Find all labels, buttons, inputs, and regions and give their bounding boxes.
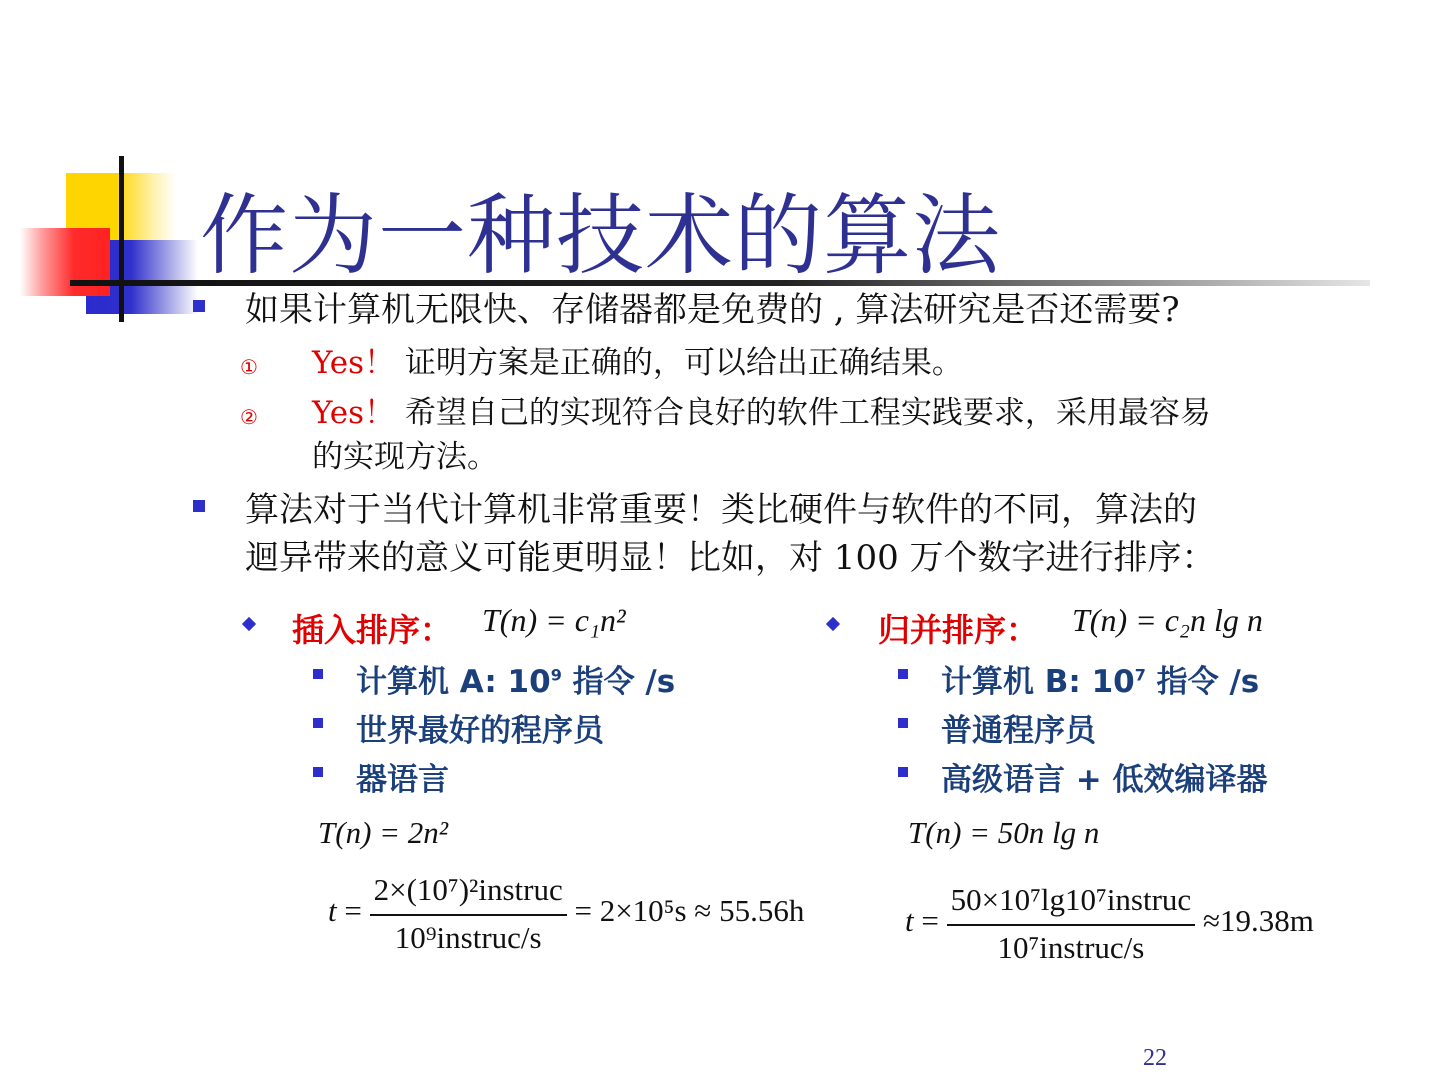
left-result: = 2×10⁵s ≈ 55.56h xyxy=(574,893,805,929)
computer-a-label: 计算机 A: 10 xyxy=(356,664,551,700)
page-number: 22 xyxy=(1143,1045,1167,1071)
computer-b-label: 计算机 B: 10 xyxy=(941,664,1135,700)
bullet-square xyxy=(193,300,205,312)
sub-bullet-1-text: 证明方案是正确的，可以给出正确结果。 xyxy=(404,345,963,381)
computer-a-unit: 指令 /s xyxy=(561,664,676,700)
page-title: 作为一种技术的算法 xyxy=(200,184,1002,287)
left-fraction xyxy=(370,872,567,956)
insertion-sort-label: 插入排序： xyxy=(292,611,453,649)
right-fraction xyxy=(947,882,1196,966)
logo-vertical-line xyxy=(119,156,124,322)
left-t-calculation: t = $\frac{\text{2×(10⁷)²instruc}}{\text{10⁹instruc/s}}$ = 2×10⁵s ≈ 55.56h xyxy=(328,872,805,955)
diamond-bullet xyxy=(242,617,256,631)
bullet-square xyxy=(193,500,205,512)
right-t-calculation: t = $\frac{\text{50×10⁷lg10⁷instruc}}{\text{10⁷instruc/s}}$ ≈19.38m xyxy=(905,882,1314,965)
left-fraction-numerator: 2×(10⁷)²instruc xyxy=(370,872,567,916)
assembly-language: 器语言 xyxy=(356,762,449,798)
computer-b-unit: 指令 /s xyxy=(1145,664,1260,700)
bullet-square xyxy=(313,669,323,679)
bullet-2-line-2: 迴异带来的意义可能更明显！比如，对 100 万个数字进行排序： xyxy=(245,538,1216,578)
computer-a-spec xyxy=(356,656,675,701)
right-fraction-numerator: 50×10⁷lg10⁷instruc xyxy=(947,882,1196,926)
diamond-bullet xyxy=(826,617,840,631)
sub-bullet-2-text: 希望自己的实现符合良好的软件工程实践要求，采用最容易 xyxy=(404,395,1211,431)
high-level-language: 高级语言 + 低效编译器 xyxy=(941,762,1268,798)
merge-sort-label: 归并排序： xyxy=(878,611,1039,649)
bullet-1-text: 如果计算机无限快、存储器都是免费的 , 算法研究是否还需要? xyxy=(245,290,1180,330)
bullet-square xyxy=(313,767,323,777)
insertion-sort-formula: T(n) = c₁n² xyxy=(482,602,626,638)
best-programmer: 世界最好的程序员 xyxy=(356,713,604,749)
right-result: ≈19.38m xyxy=(1202,903,1314,939)
yes-label: Yes！ xyxy=(312,345,396,381)
right-T-formula: T(n) = 50n lg n xyxy=(908,815,1100,850)
right-fraction-denominator: 10⁷instruc/s xyxy=(997,930,1145,965)
ordinary-programmer: 普通程序员 xyxy=(941,713,1096,749)
bullet-2-line-1: 算法对于当代计算机非常重要！类比硬件与软件的不同，算法的 xyxy=(245,490,1197,530)
sub-bullet-marker-1: ① xyxy=(240,355,258,379)
yes-label: Yes！ xyxy=(312,395,396,431)
bullet-square xyxy=(898,669,908,679)
computer-b-spec xyxy=(941,656,1259,701)
computer-a-exponent: 9 xyxy=(550,665,562,685)
left-T-formula: T(n) = 2n² xyxy=(318,815,449,850)
sub-bullet-marker-2: ② xyxy=(240,405,258,429)
left-fraction-denominator: 10⁹instruc/s xyxy=(394,920,542,955)
bullet-square xyxy=(898,767,908,777)
sub-bullet-2-continuation: 的实现方法。 xyxy=(312,439,498,475)
computer-b-exponent: 7 xyxy=(1134,665,1146,685)
bullet-square xyxy=(898,718,908,728)
sub-bullet-2 xyxy=(312,392,1211,434)
bullet-square xyxy=(313,718,323,728)
sub-bullet-1 xyxy=(312,342,963,384)
merge-sort-formula: T(n) = c₂n lg n xyxy=(1072,602,1263,638)
